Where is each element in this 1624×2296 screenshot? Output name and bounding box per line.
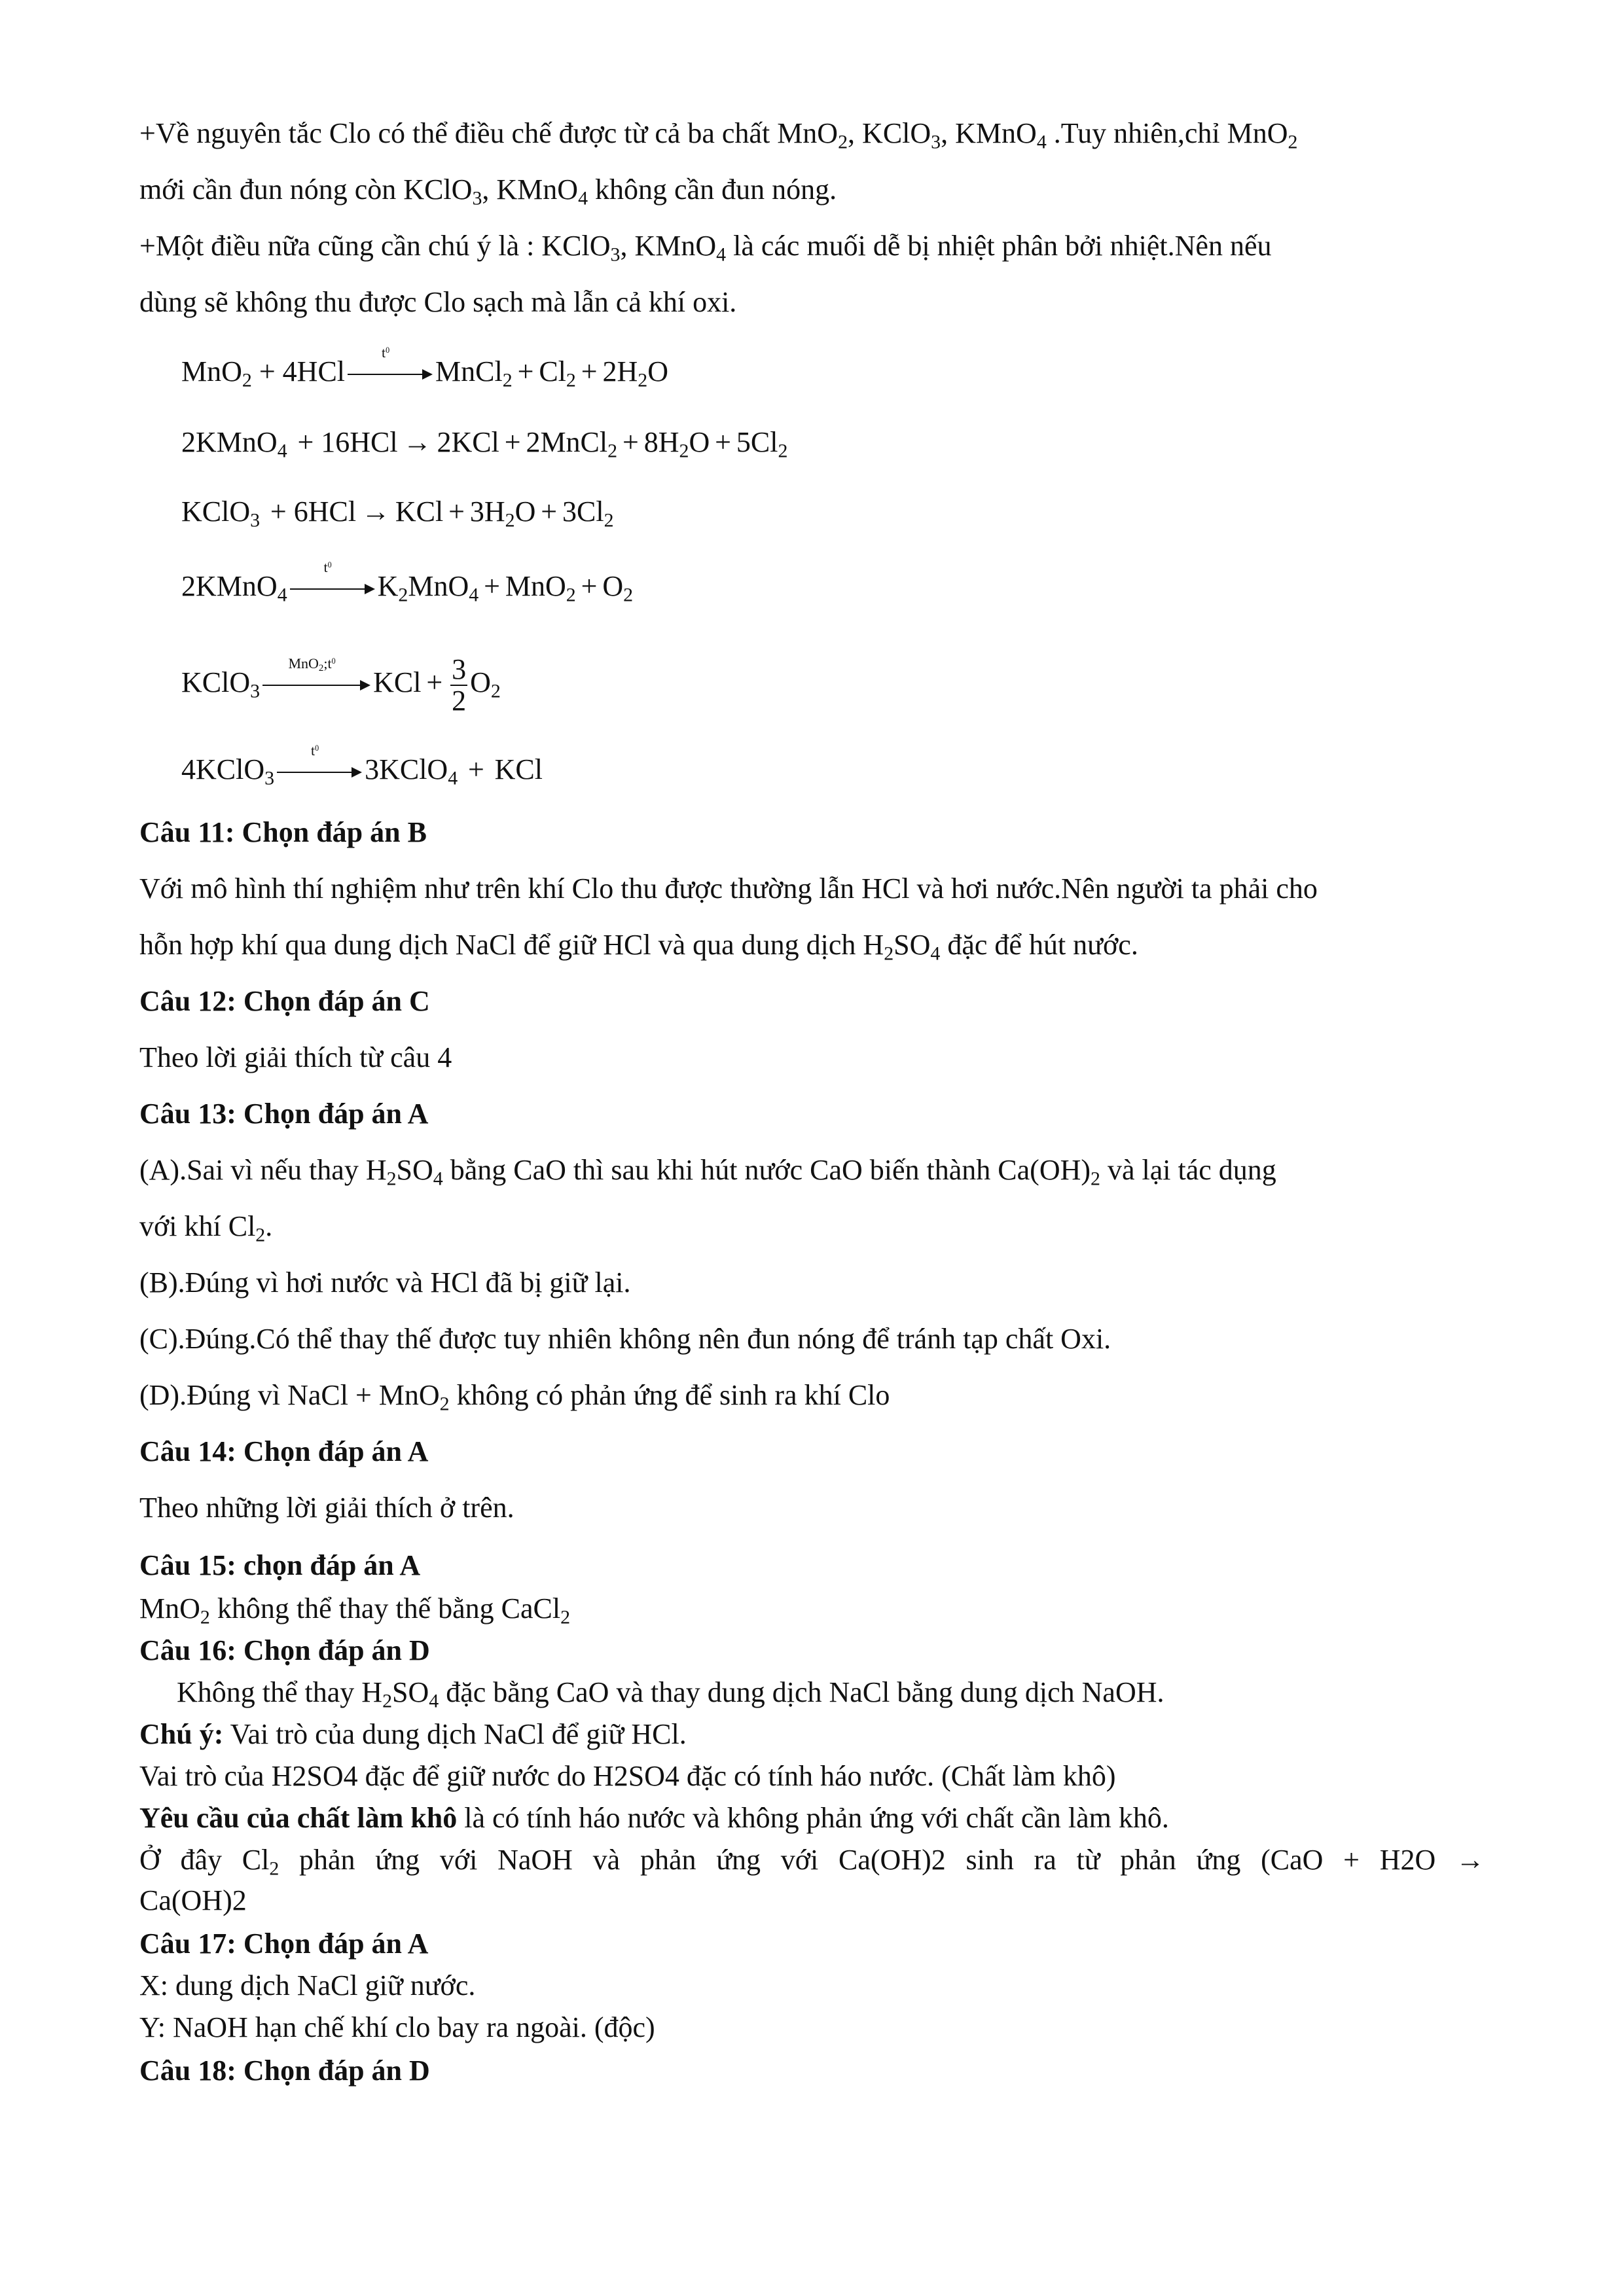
arrow-icon: $MnO_2;t^0$	[262, 679, 370, 692]
equation-3: KClO$_3$ + 6HCl → KCl + $3H_2O + 3Cl_2$	[181, 495, 614, 531]
question-16-note: Chú ý: Vai trò của dung dịch NaCl để giữ HCl.	[139, 1718, 687, 1750]
question-11-title: Câu 11: Chọn đáp án B	[139, 816, 427, 848]
equation-2: 2KMnO$_4$ + 16HCl → 2KCl + 2MnCl$_2$ + $8H_2O + 5Cl_2$	[181, 426, 788, 462]
intro-line-3: +Một điều nữa cũng cần chú ý là : KClO$_3$, KMnO$_4$ là các muối dễ bị nhiệt phân bởi nhiệt.Nên nếu	[139, 230, 1272, 266]
intro-line-2: mới cần đun nóng còn KClO$_3$, KMnO$_4$ không cần đun nóng.	[139, 173, 837, 209]
question-17-x: X: dung dịch NaCl giữ nước.	[139, 1969, 476, 2001]
question-17-y: Y: NaOH hạn chế khí clo bay ra ngoài. (độc)	[139, 2011, 655, 2043]
question-15-line-1: MnO$_2$ không thể thay thế bằng CaCl$_2$	[139, 1592, 571, 1628]
question-13-option-d: (D).Đúng vì NaCl + MnO$_2$ không có phản ứng để sinh ra khí Clo	[139, 1379, 890, 1415]
equation-1: MnO$_2$ + 4HCl $t^0$ MnCl$_2$ + $Cl_2 + 2H_2O$	[181, 344, 669, 391]
equation-4: 2KMnO$_4$ $t^0$ $K_2MnO_4 + MnO_2 + O_2$	[181, 558, 634, 606]
question-13-option-a-cont: với khí $Cl_2$.	[139, 1210, 273, 1246]
fraction: $\frac{3}{2}$	[452, 653, 467, 717]
question-16-line-1: Không thể thay $H_2SO_4$ đặc bằng CaO và thay dung dịch NaCl bằng dung dịch NaOH.	[177, 1676, 1164, 1712]
question-11-line-2: hỗn hợp khí qua dung dịch NaCl để giữ HCl và qua dung dịch $H_2SO_4$ đặc để hút nước.	[139, 929, 1138, 965]
question-16-requirement: Yêu cầu của chất làm khô là có tính háo nước và không phản ứng với chất cần làm khô.	[139, 1802, 1169, 1834]
question-18-title: Câu 18: Chọn đáp án D	[139, 2054, 430, 2087]
equation-5: KClO$_3$ $MnO_2;t^0$ KCl + $\frac{3}{2}$ $O_2$	[181, 653, 501, 717]
intro-line-4: dùng sẽ không thu được Clo sạch mà lẫn cả khí oxi.	[139, 286, 737, 318]
question-14-title: Câu 14: Chọn đáp án A	[139, 1435, 429, 1467]
question-15-title: Câu 15: chọn đáp án A	[139, 1549, 421, 1581]
question-13-option-a: (A).Sai vì nếu thay $H_2SO_4$ bằng CaO thì sau khi hút nước CaO biến thành $Ca(OH)_2$ và lại tác dụng	[139, 1154, 1276, 1190]
question-12-line-1: Theo lời giải thích từ câu 4	[139, 1041, 452, 1073]
arrow-icon: $t^0$	[290, 583, 375, 596]
question-14-line-1: Theo những lời giải thích ở trên.	[139, 1492, 514, 1524]
question-12-title: Câu 12: Chọn đáp án C	[139, 985, 430, 1017]
question-16-line-3: Vai trò của H2SO4 đặc để giữ nước do H2SO4 đặc có tính háo nước. (Chất làm khô)	[139, 1760, 1116, 1792]
question-16-line-5: Ở đây $Cl_2$ phản ứng với NaOH và phản ứng với Ca(OH)2 sinh ra từ phản ứng (CaO + H2O →	[139, 1844, 1485, 1880]
question-16-line-6: Ca(OH)2	[139, 1884, 247, 1916]
question-17-title: Câu 17: Chọn đáp án A	[139, 1928, 429, 1960]
question-13-option-b: (B).Đúng vì hơi nước và HCl đã bị giữ lại.	[139, 1266, 631, 1299]
intro-line-1: +Về nguyên tắc Clo có thể điều chế được từ cả ba chất MnO$_2$, KClO$_3$, KMnO$_4$ .Tuy nhiên,chỉ MnO$_2$	[139, 117, 1298, 153]
question-13-title: Câu 13: Chọn đáp án A	[139, 1098, 429, 1130]
question-11-line-1: Với mô hình thí nghiệm như trên khí Clo thu được thường lẫn HCl và hơi nước.Nên người ta phải cho	[139, 872, 1318, 905]
equation-6: 4KClO$_3$ $t^0$ 3KClO$_4$ + KCl	[181, 742, 543, 789]
question-13-option-c: (C).Đúng.Có thể thay thế được tuy nhiên không nên đun nóng để tránh tạp chất Oxi.	[139, 1323, 1111, 1355]
arrow-icon: $t^0$	[348, 368, 433, 381]
question-16-title: Câu 16: Chọn đáp án D	[139, 1634, 430, 1666]
arrow-icon: $t^0$	[277, 766, 362, 779]
